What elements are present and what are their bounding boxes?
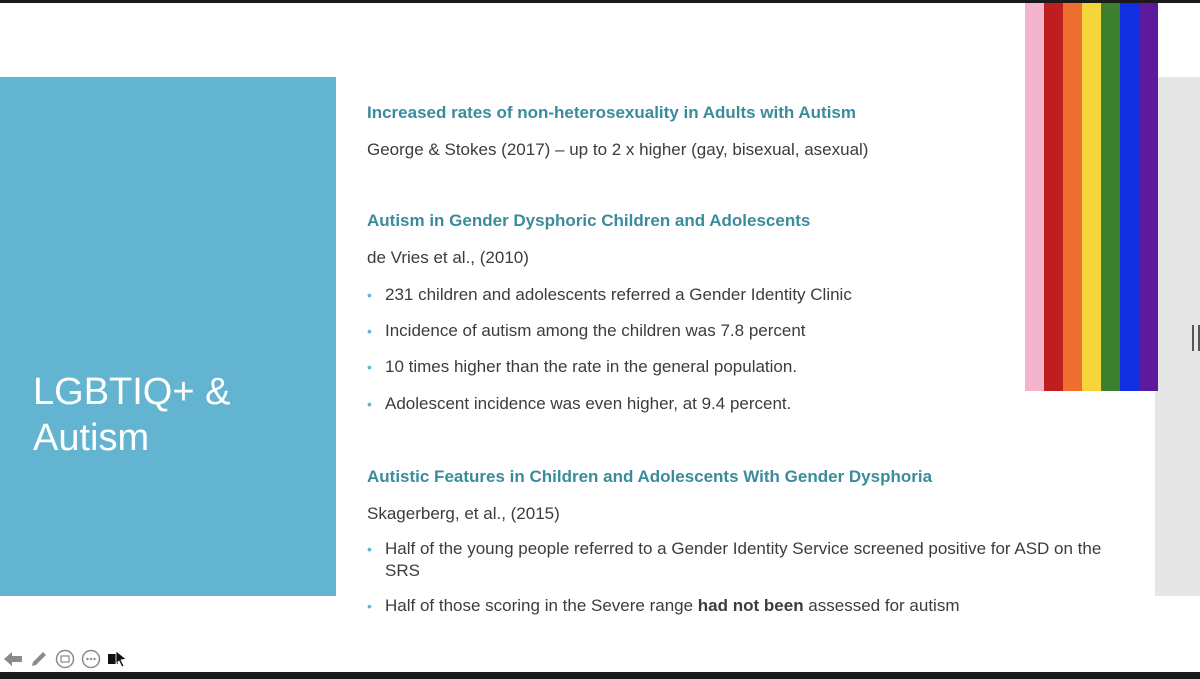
resize-handle[interactable] bbox=[1192, 325, 1200, 351]
bullet-icon: • bbox=[367, 359, 372, 375]
list-item: • Incidence of autism among the children was 7.8 percent bbox=[367, 321, 806, 340]
list-item: • Adolescent incidence was even higher, at 9.4 percent. bbox=[367, 394, 792, 413]
list-item: • Half of those scoring in the Severe range had not been assessed for autism bbox=[367, 596, 960, 615]
more-icon[interactable] bbox=[80, 648, 102, 670]
arrow-left-icon[interactable] bbox=[2, 648, 24, 670]
window-frame-top bbox=[0, 0, 1200, 3]
bullet-icon: • bbox=[367, 541, 372, 557]
bullet-icon: • bbox=[367, 396, 372, 412]
section2-heading: Autism in Gender Dysphoric Children and Adolescents bbox=[367, 211, 811, 230]
pen-icon[interactable] bbox=[28, 648, 50, 670]
subtitles-icon[interactable] bbox=[54, 648, 76, 670]
title-panel bbox=[0, 77, 336, 596]
list-item: • Half of the young people referred to a Gender Identity Service screened positive for ASD on the SRS bbox=[367, 539, 1102, 580]
bullet-icon: • bbox=[367, 598, 372, 614]
section3-citation: Skagerberg, et al., (2015) bbox=[367, 504, 560, 523]
section3-heading: Autistic Features in Children and Adolescents With Gender Dysphoria bbox=[367, 467, 933, 486]
section2-citation: de Vries et al., (2010) bbox=[367, 248, 529, 267]
emphasis-text: had not been bbox=[697, 596, 804, 615]
pointer-icon[interactable] bbox=[106, 648, 128, 670]
presenter-toolbar bbox=[0, 645, 128, 673]
slide-title: LGBTIQ+ & Autism bbox=[33, 371, 231, 459]
window-frame-bottom bbox=[0, 672, 1200, 679]
bullet-icon: • bbox=[367, 323, 372, 339]
section1-heading: Increased rates of non-heterosexuality in Adults with Autism bbox=[367, 103, 856, 122]
list-item: • 10 times higher than the rate in the general population. bbox=[367, 357, 798, 376]
list-item: • 231 children and adolescents referred a Gender Identity Clinic bbox=[367, 285, 852, 304]
flag-stripe-purple bbox=[1139, 3, 1158, 391]
bullet-icon: • bbox=[367, 287, 372, 303]
section1-citation: George & Stokes (2017) – up to 2 x higher (gay, bisexual, asexual) bbox=[367, 140, 869, 159]
